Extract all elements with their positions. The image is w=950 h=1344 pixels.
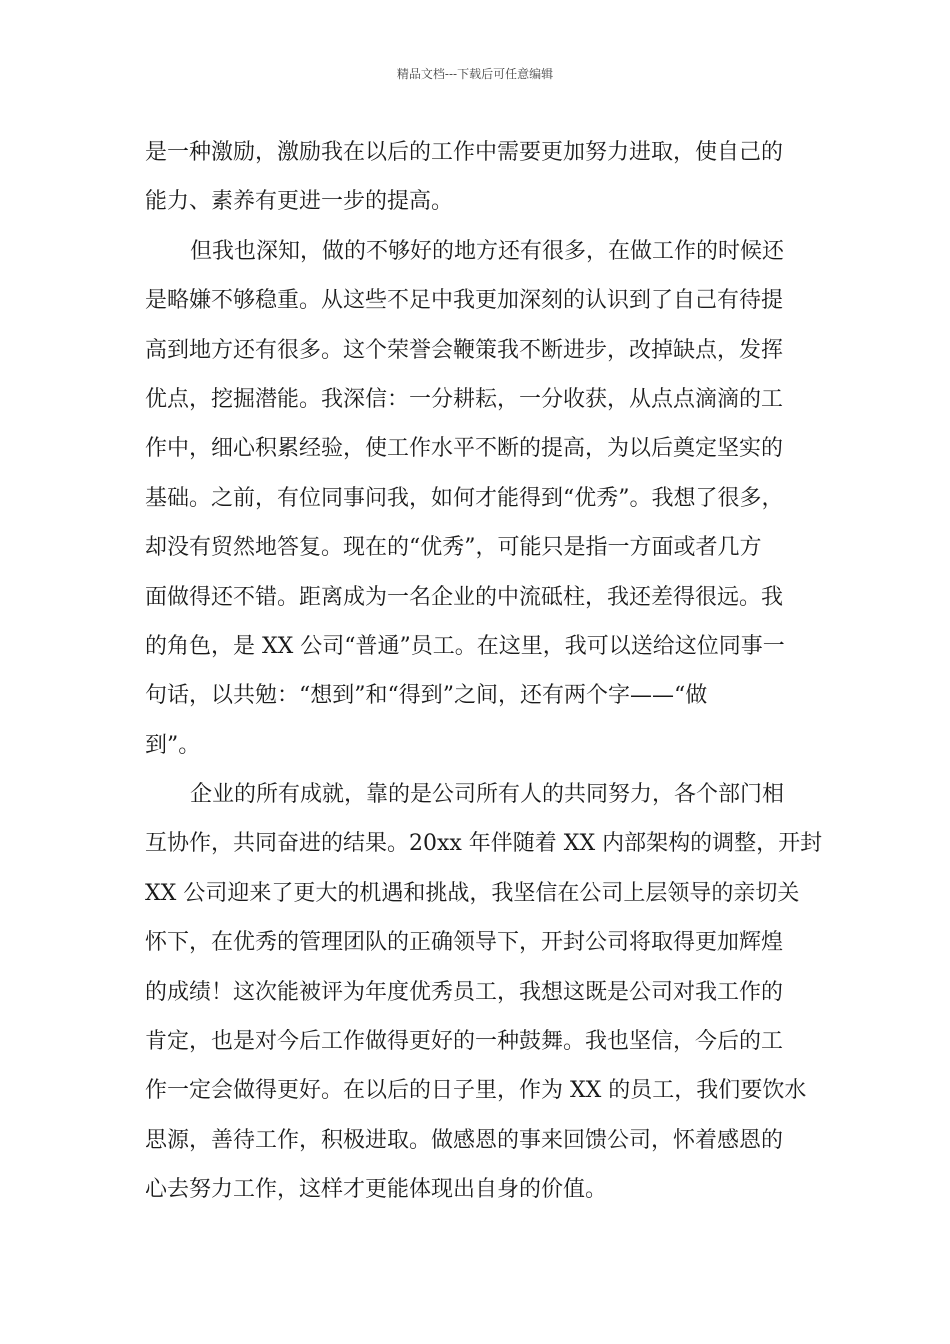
text-line: 作中，细心积累经验，使工作水平不断的提高，为以后奠定坚实的 — [145, 436, 784, 462]
text-line: 互协作，共同奋进的结果。20xx 年伴随着 XX 内部架构的调整，开封 — [145, 831, 823, 857]
text-line: 企业的所有成就，靠的是公司所有人的共同努力，各个部门相 — [190, 782, 785, 808]
text-line: 作一定会做得更好。在以后的日子里，作为 XX 的员工，我们要饮水 — [145, 1078, 807, 1104]
paragraph — [145, 227, 825, 770]
document-body — [145, 128, 825, 1215]
text-line: 的角色，是 XX 公司“普通”员工。在这里，我可以送给这位同事一 — [145, 633, 785, 659]
text-line: 是一种激励，激励我在以后的工作中需要更加努力进取，使自己的 — [145, 140, 784, 165]
text-line: 面做得还不错。距离成为一名企业的中流砥柱，我还差得很远。我 — [145, 584, 784, 610]
text-line: 肯定，也是对今后工作做得更好的一种鼓舞。我也坚信，今后的工 — [145, 1029, 784, 1055]
text-line: 基础。之前，有位同事问我，如何才能得到“优秀”。我想了很多， — [145, 485, 784, 511]
text-line: 怀下，在优秀的管理团队的正确领导下，开封公司将取得更加辉煌 — [145, 930, 784, 956]
text-line: 却没有贸然地答复。现在的“优秀”，可能只是指一方面或者几方 — [145, 535, 762, 561]
text-line: 能力、素养有更进一步的提高。 — [145, 189, 454, 215]
text-line: 的成绩！这次能被评为年度优秀员工，我想这既是公司对我工作的 — [145, 979, 784, 1005]
text-line: 但我也深知，做的不够好的地方还有很多，在做工作的时候还 — [190, 238, 785, 264]
text-line: 句话，以共勉：“想到”和“得到”之间，还有两个字——“做 — [145, 683, 708, 709]
paragraph — [145, 128, 825, 227]
text-line: 高到地方还有很多。这个荣誉会鞭策我不断进步，改掉缺点，发挥 — [145, 337, 784, 363]
text-line: 心去努力工作，这样才更能体现出自身的价值。 — [145, 1177, 608, 1203]
text-line: 优点，挖掘潜能。我深信：一分耕耘，一分收获，从点点滴滴的工 — [145, 386, 784, 412]
page-header: 精品文档---下载后可任意编辑 — [396, 67, 554, 81]
paragraph — [145, 770, 825, 1215]
text-line: 是略嫌不够稳重。从这些不足中我更加深刻的认识到了自己有待提 — [145, 288, 784, 314]
text-line: 思源，善待工作，积极进取。做感恩的事来回馈公司，怀着感恩的 — [145, 1127, 784, 1153]
text-line: 到”。 — [145, 732, 201, 758]
text-line: XX 公司迎来了更大的机遇和挑战，我坚信在公司上层领导的亲切关 — [145, 880, 800, 906]
